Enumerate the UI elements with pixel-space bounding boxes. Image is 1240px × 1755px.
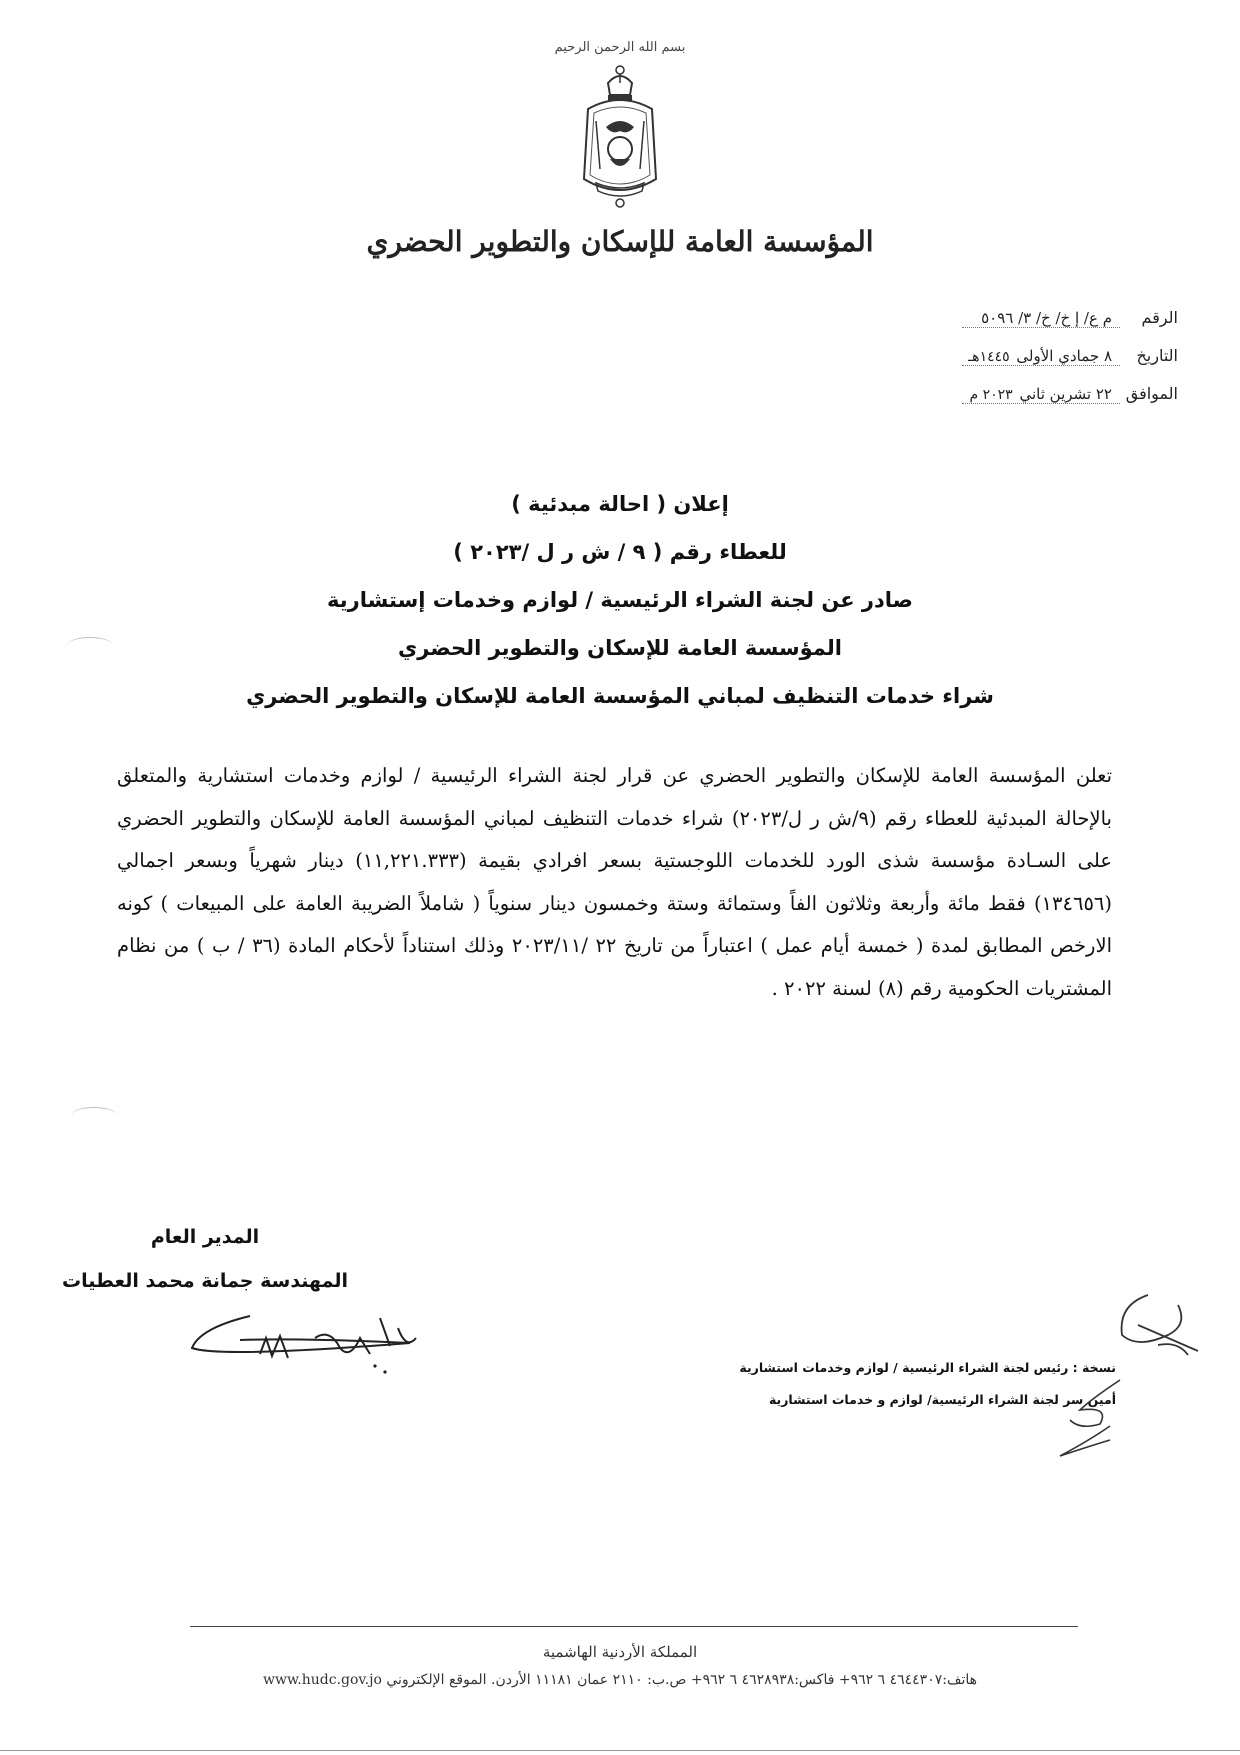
tender-number: للعطاء رقم ( ٩ / ش ر ل /٢٠٢٣ ) xyxy=(453,540,787,564)
tender-subject: شراء خدمات التنظيف لمباني المؤسسة العامة للإسكان والتطوير الحضري xyxy=(246,684,994,708)
handwritten-signature-icon xyxy=(180,1298,440,1378)
punch-hole-mark xyxy=(68,637,112,652)
footer-divider xyxy=(190,1626,1078,1627)
organization-name: المؤسسة العامة للإسكان والتطوير الحضري xyxy=(398,636,842,660)
reference-date-hijri: ٨ جمادي الأولى xyxy=(1016,347,1112,365)
reference-corresponding-year: ٢٠٢٣ م xyxy=(969,387,1013,403)
org-name-header: المؤسسة العامة للإسكان والتطوير الحضري xyxy=(366,225,874,258)
jordan-coat-of-arms-icon xyxy=(570,61,670,211)
announcement-title-block xyxy=(0,480,1240,720)
initials-signature-icon xyxy=(1050,1370,1140,1460)
announcement-title: إعلان ( احالة مبدئية ) xyxy=(511,492,729,516)
copies-block xyxy=(646,1352,1116,1416)
letterhead xyxy=(0,40,1240,258)
footer-contact-info: هاتف:٤٦٤٤٣٠٧ ٦ ٩٦٢+ فاكس:٤٦٢٨٩٣٨ ٦ ٩٦٢+ ص.ب: ٢١١٠ عمان ١١١٨١ الأردن. الموقع الإلكتروني www.hudc.gov.jo xyxy=(263,1672,977,1688)
issuing-committee: صادر عن لجنة الشراء الرئيسية / لوازم وخدمات إستشارية xyxy=(327,588,913,612)
reference-date-label: التاريخ xyxy=(1136,346,1178,365)
reference-date-year: ١٤٤٥هـ xyxy=(968,349,1010,365)
signatory-title: المدير العام xyxy=(150,1226,260,1248)
copy-recipient-1: نسخة : رئيس لجنة الشراء الرئيسية / لوازم وخدمات استشارية xyxy=(739,1360,1116,1375)
punch-hole-mark xyxy=(72,1107,116,1122)
reference-date-row xyxy=(798,346,1178,384)
initials-signature-icon xyxy=(1108,1285,1208,1365)
reference-corresponding-date: ٢٢ تشرين ثاني xyxy=(1019,385,1112,403)
reference-block xyxy=(798,308,1178,422)
basmala-text: بسم الله الرحمن الرحيم xyxy=(554,40,686,55)
reference-corresponding-row xyxy=(798,384,1178,422)
announcement-body: تعلن المؤسسة العامة للإسكان والتطوير الحضري عن قرار لجنة الشراء الرئيسية / لوازم وخدمات استشارية والمتعلق بالإحالة المبدئية للعطاء رقم (٩/ش ر ل/٢٠٢٣) شراء خدمات التنظيف لمباني المؤسسة العامة للإسكان والتطوير الحضري على السـادة مؤسسة شذى الورد للخدمات اللوجستية بسعر افرادي بقيمة (١١,٢٢١.٣٣٣) دينار شهرياً وبسعر اجمالي (١٣٤٦٥٦) فقط مائة وأربعة وثلاثون الفاً وستمائة وستة وخمسون دينار سنوياً ( شاملاً الضريبة العامة على المبيعات ) كونه الارخص المطابق لمدة ( خمسة أيام عمل ) اعتباراً من تاريخ ٢٢ /٢٠٢٣/١١ وذلك استناداً لأحكام المادة (٣٦ / ب ) من نظام المشتريات الحكومية رقم (٨) لسنة ٢٠٢٢ . xyxy=(117,764,1112,1000)
reference-number-row xyxy=(798,308,1178,346)
reference-number-value: م ع/ إ خ/ خ/ ٣/ ٥٠٩٦ xyxy=(962,309,1120,328)
reference-number-label: الرقم xyxy=(1141,308,1178,327)
page-bottom-edge xyxy=(0,1750,1240,1751)
reference-corresponding-label: الموافق xyxy=(1125,384,1178,403)
signatory-name: المهندسة جمانة محمد العطيات xyxy=(62,1270,348,1292)
signature-block xyxy=(45,1215,365,1303)
reference-date-value xyxy=(962,347,1120,366)
reference-corresponding-value xyxy=(962,385,1120,404)
footer-country: المملكة الأردنية الهاشمية xyxy=(542,1643,698,1661)
copy-recipient-2: أمين سر لجنة الشراء الرئيسية/ لوازم و خدمات استشارية xyxy=(768,1392,1116,1407)
